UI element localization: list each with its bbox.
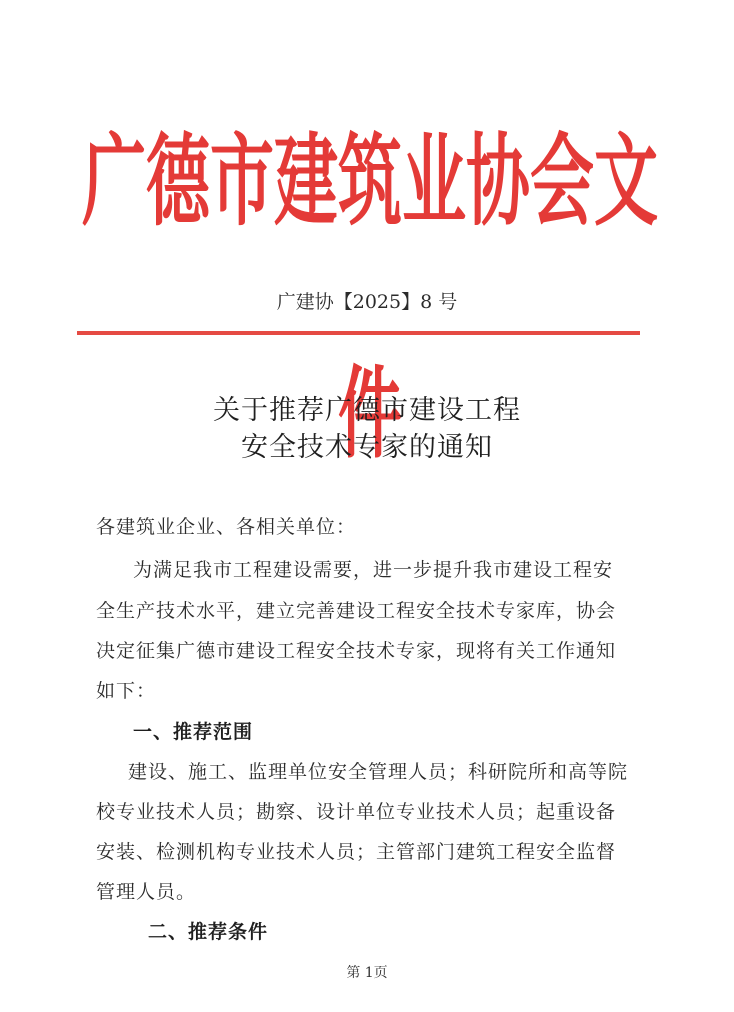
section-1-line: 管理人员。 bbox=[96, 881, 197, 903]
notice-title-line-1: 关于推荐广德市建设工程 bbox=[213, 395, 521, 426]
notice-title-line-2: 安全技术专家的通知 bbox=[241, 432, 493, 463]
masthead-title: 广德市建筑业协会文件 bbox=[82, 124, 658, 473]
section-1-line: 校专业技术人员；勘察、设计单位专业技术人员；起重设备 bbox=[96, 801, 617, 823]
intro-line: 为满足我市工程建设需要，进一步提升我市建设工程安 bbox=[133, 559, 614, 581]
document-number: 广建协【2025】8 号 bbox=[276, 291, 458, 313]
intro-line: 如下： bbox=[96, 680, 157, 702]
section-1-line: 建设、施工、监理单位安全管理人员；科研院所和高等院 bbox=[128, 761, 629, 783]
section-2-heading: 二、推荐条件 bbox=[148, 921, 269, 943]
salutation: 各建筑业企业、各相关单位： bbox=[96, 516, 357, 538]
intro-line: 全生产技术水平，建立完善建设工程安全技术专家库，协会 bbox=[96, 600, 617, 622]
section-1-line: 安装、检测机构专业技术人员；主管部门建筑工程安全监督 bbox=[96, 841, 617, 863]
section-1-heading: 一、推荐范围 bbox=[133, 721, 254, 743]
red-divider-line bbox=[77, 331, 640, 335]
intro-line: 决定征集广德市建设工程安全技术专家，现将有关工作通知 bbox=[96, 640, 617, 662]
page-number: 第 1页 bbox=[346, 965, 388, 981]
